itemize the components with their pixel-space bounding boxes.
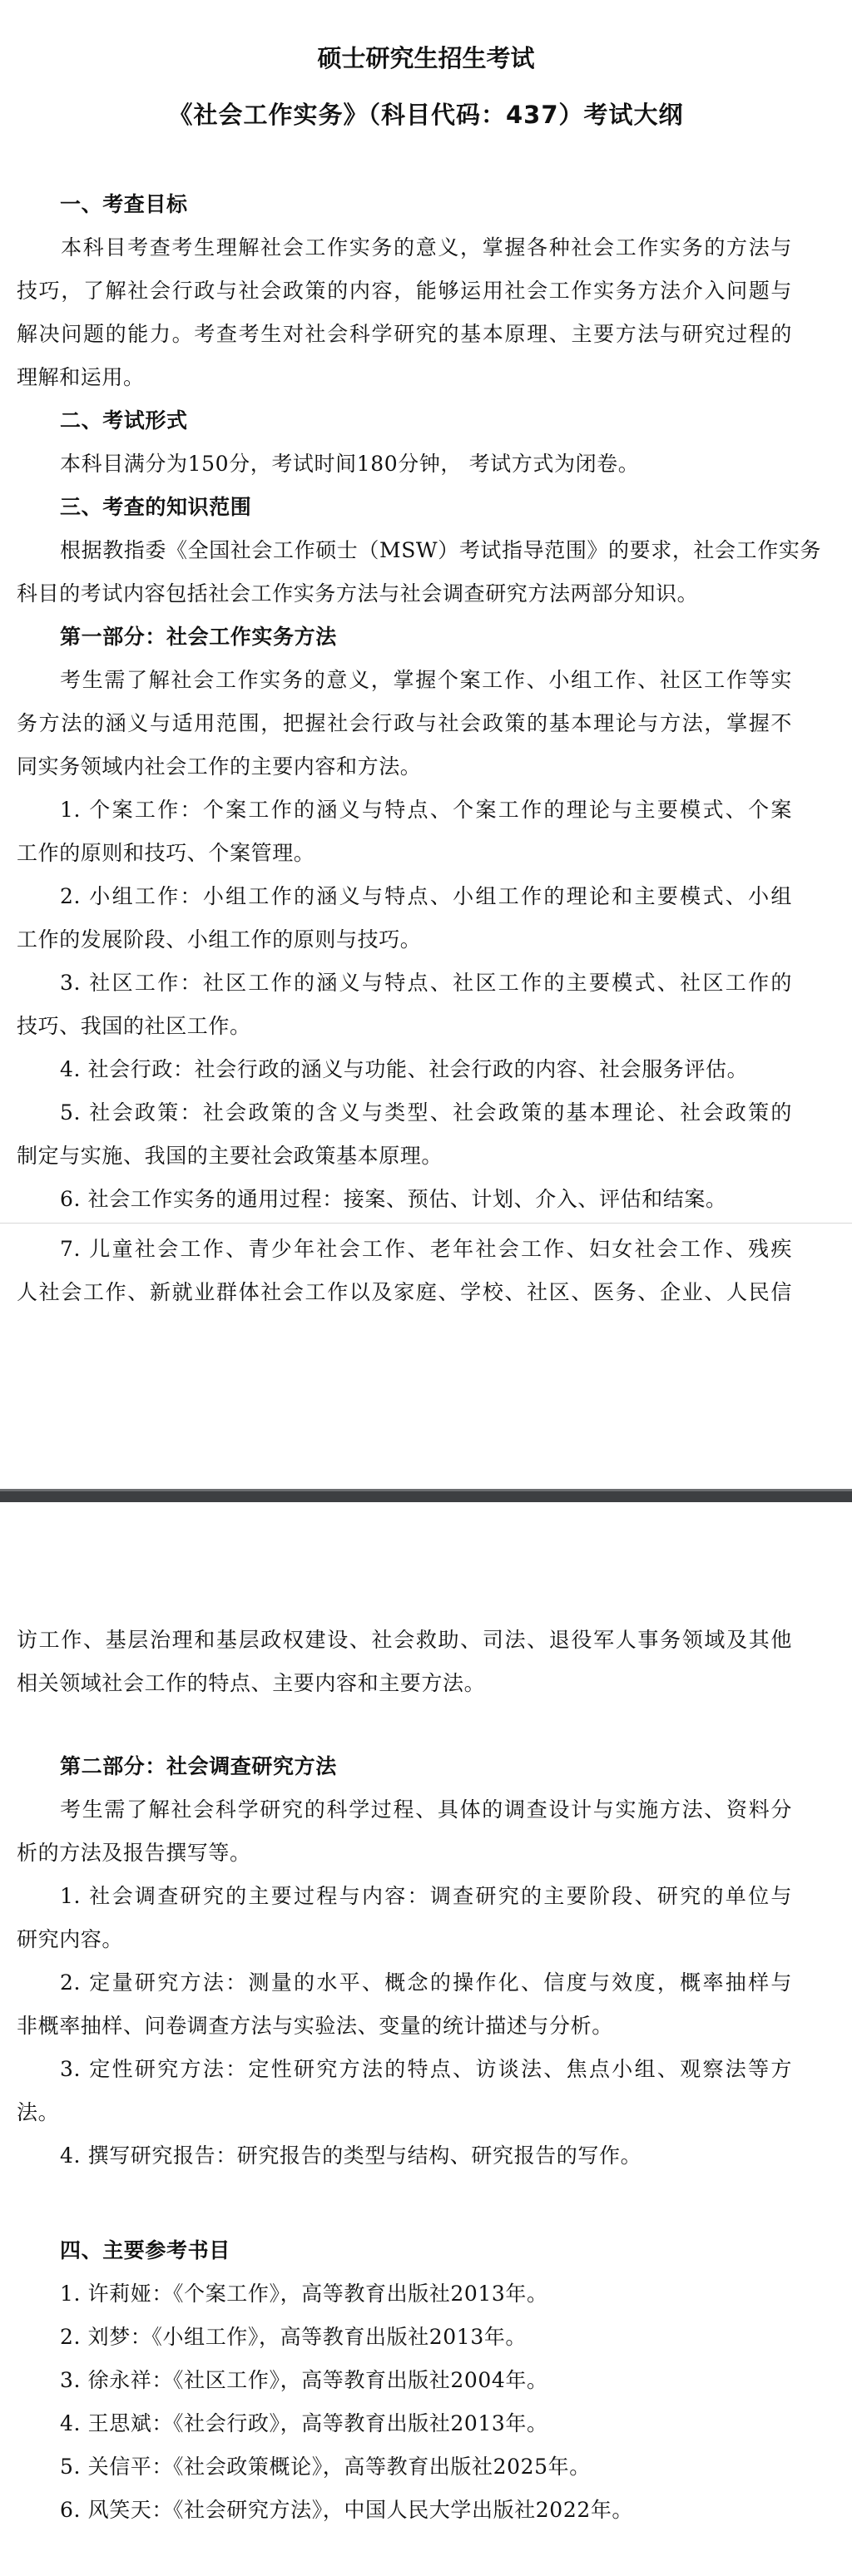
paragraph-line: 同实务领域内社会工作的主要内容和方法。 bbox=[17, 754, 422, 779]
page-separator bbox=[0, 1489, 852, 1502]
paragraph-line: 根据教指委《全国社会工作硕士（MSW）考试指导范围》的要求，社会工作实务 bbox=[60, 538, 822, 562]
list-item-continuation: 工作的原则和技巧、个案管理。 bbox=[17, 841, 315, 865]
paragraph-line: 访工作、基层治理和基层政权建设、社会救助、司法、退役军人事务领域及其他 bbox=[17, 1628, 792, 1652]
list-item: 5. 社会政策：社会政策的含义与类型、社会政策的基本理论、社会政策的 bbox=[60, 1100, 792, 1125]
reference-item: 3. 徐永祥：《社区工作》，高等教育出版社2004年。 bbox=[60, 2368, 548, 2392]
list-item: 1. 个案工作：个案工作的涵义与特点、个案工作的理论与主要模式、个案 bbox=[60, 798, 792, 822]
list-item: 4. 社会行政：社会行政的涵义与功能、社会行政的内容、社会服务评估。 bbox=[60, 1057, 749, 1081]
paragraph-line: 技巧，了解社会行政与社会政策的内容，能够运用社会工作实务方法介入问题与 bbox=[17, 279, 792, 303]
page-divider-line bbox=[0, 1223, 852, 1224]
paragraph-line: 本科目考查考生理解社会工作实务的意义，掌握各种社会工作实务的方法与 bbox=[60, 235, 792, 260]
list-item-continuation: 研究内容。 bbox=[17, 1927, 124, 1951]
list-item-continuation: 制定与实施、我国的主要社会政策基本原理。 bbox=[17, 1144, 443, 1168]
reference-item: 4. 王思斌：《社会行政》，高等教育出版社2013年。 bbox=[60, 2411, 548, 2435]
reference-item: 2. 刘梦：《小组工作》，高等教育出版社2013年。 bbox=[60, 2325, 528, 2349]
section-heading-references: 四、主要参考书目 bbox=[60, 2238, 230, 2262]
list-item-continuation: 人社会工作、新就业群体社会工作以及家庭、学校、社区、医务、企业、人民信 bbox=[17, 1280, 792, 1304]
paragraph-line: 相关领域社会工作的特点、主要内容和主要方法。 bbox=[17, 1671, 486, 1695]
list-item: 7. 儿童社会工作、青少年社会工作、老年社会工作、妇女社会工作、残疾 bbox=[60, 1237, 792, 1261]
part-heading-practice-methods: 第一部分：社会工作实务方法 bbox=[60, 625, 337, 649]
section-heading-exam-format: 二、考试形式 bbox=[60, 408, 188, 433]
paragraph-line: 考生需了解社会工作实务的意义，掌握个案工作、小组工作、社区工作等实 bbox=[60, 668, 792, 692]
paragraph-line: 解决问题的能力。考查考生对社会科学研究的基本原理、主要方法与研究过程的 bbox=[17, 322, 792, 346]
paragraph-line: 考生需了解社会科学研究的科学过程、具体的调查设计与实施方法、资料分 bbox=[60, 1797, 792, 1822]
section-heading-objectives: 一、考查目标 bbox=[60, 192, 188, 216]
list-item: 4. 撰写研究报告：研究报告的类型与结构、研究报告的写作。 bbox=[60, 2143, 642, 2168]
section-heading-knowledge-scope: 三、考查的知识范围 bbox=[60, 495, 252, 519]
list-item: 6. 社会工作实务的通用过程：接案、预估、计划、介入、评估和结案。 bbox=[60, 1187, 727, 1211]
reference-item: 1. 许莉娅：《个案工作》，高等教育出版社2013年。 bbox=[60, 2282, 548, 2306]
paragraph-line: 科目的考试内容包括社会工作实务方法与社会调查研究方法两部分知识。 bbox=[17, 581, 699, 606]
list-item-continuation: 非概率抽样、问卷调查方法与实验法、变量的统计描述与分析。 bbox=[17, 2014, 613, 2038]
list-item: 3. 社区工作：社区工作的涵义与特点、社区工作的主要模式、社区工作的 bbox=[60, 971, 792, 995]
paragraph-line: 务方法的涵义与适用范围，把握社会行政与社会政策的基本理论与方法，掌握不 bbox=[17, 711, 792, 735]
list-item-continuation: 法。 bbox=[17, 2100, 60, 2124]
paragraph-line: 本科目满分为150分，考试时间180分钟， 考试方式为闭卷。 bbox=[60, 452, 640, 476]
list-item-continuation: 工作的发展阶段、小组工作的原则与技巧。 bbox=[17, 927, 422, 952]
paragraph-line: 理解和运用。 bbox=[17, 365, 145, 389]
list-item: 2. 定量研究方法：测量的水平、概念的操作化、信度与效度，概率抽样与 bbox=[60, 1970, 792, 1995]
paragraph-line: 析的方法及报告撰写等。 bbox=[17, 1841, 251, 1865]
list-item: 3. 定性研究方法：定性研究方法的特点、访谈法、焦点小组、观察法等方 bbox=[60, 2057, 792, 2081]
list-item-continuation: 技巧、我国的社区工作。 bbox=[17, 1014, 251, 1038]
list-item: 1. 社会调查研究的主要过程与内容：调查研究的主要阶段、研究的单位与 bbox=[60, 1884, 792, 1908]
document-subtitle: 《社会工作实务》（科目代码：437）考试大纲 bbox=[168, 101, 684, 129]
document-page-2 bbox=[0, 1502, 852, 2576]
reference-item: 6. 风笑天：《社会研究方法》，中国人民大学出版社2022年。 bbox=[60, 2498, 634, 2522]
list-item: 2. 小组工作：小组工作的涵义与特点、小组工作的理论和主要模式、小组 bbox=[60, 884, 792, 908]
document-title: 硕士研究生招生考试 bbox=[317, 44, 535, 72]
part-heading-research-methods: 第二部分：社会调查研究方法 bbox=[60, 1754, 337, 1778]
reference-item: 5. 关信平：《社会政策概论》，高等教育出版社2025年。 bbox=[60, 2455, 591, 2479]
